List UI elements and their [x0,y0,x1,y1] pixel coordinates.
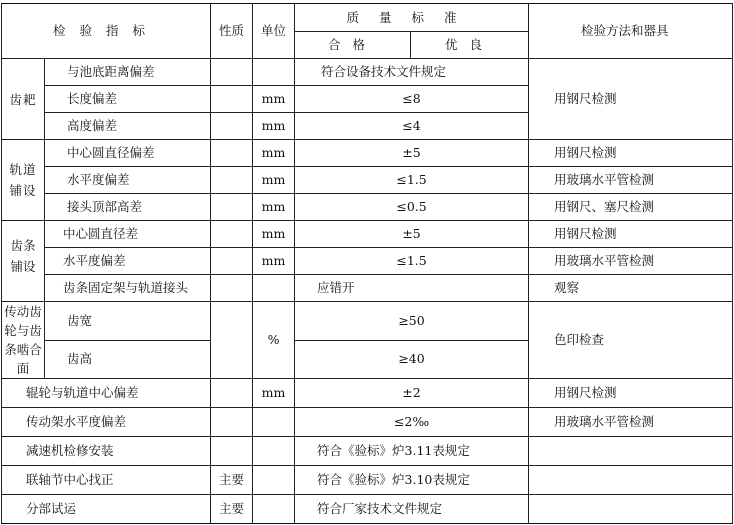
row-standard: ≤0.5 [295,194,529,221]
row-method: 用钢尺检测 [529,379,733,408]
table-row [2,302,733,341]
row-item: 传动架水平度偏差 [2,408,211,437]
row-unit [253,437,295,466]
header-nature: 性质 [211,4,253,59]
table-row [2,275,733,302]
row-nature [211,113,253,140]
inspection-table [1,3,733,524]
row-unit: mm [253,113,295,140]
row-item: 齿宽 [45,302,211,341]
group-label-rack: 齿条铺设 [2,221,45,302]
row-standard: ≤1.5 [295,248,529,275]
table-row [2,408,733,437]
row-nature: 主要 [211,466,253,495]
row-standard: 符合设备技术文件规定 [295,59,529,86]
row-method: 用钢尺、塞尺检测 [529,194,733,221]
row-standard: 符合《验标》炉3.11表规定 [295,437,529,466]
table-row [2,495,733,524]
row-method [529,495,733,524]
group-label-rake: 齿耙 [2,59,45,140]
row-unit: mm [253,221,295,248]
row-method: 用玻璃水平管检测 [529,167,733,194]
row-nature [211,167,253,194]
row-method: 用钢尺检测 [529,59,733,140]
table-row [2,194,733,221]
header-unit: 单位 [253,4,295,59]
row-nature [211,194,253,221]
row-unit: mm [253,194,295,221]
row-method: 观察 [529,275,733,302]
row-standard: 符合《验标》炉3.10表规定 [295,466,529,495]
row-nature [211,275,253,302]
row-method: 用玻璃水平管检测 [529,408,733,437]
row-item: 齿高 [45,340,211,379]
row-item: 减速机检修安装 [2,437,211,466]
row-item: 中心圆直径差 [45,221,211,248]
header-standard: 质量标准 [295,4,529,32]
row-item: 高度偏差 [45,113,211,140]
row-standard: ≤2‰ [295,408,529,437]
table-row [2,379,733,408]
header-row-1 [2,4,733,32]
row-standard: ≥50 [295,302,529,341]
row-item: 联轴节中心找正 [2,466,211,495]
header-method: 检验方法和器具 [529,4,733,59]
row-standard: ±5 [295,221,529,248]
row-unit [253,59,295,86]
row-item: 水平度偏差 [45,167,211,194]
row-unit: mm [253,379,295,408]
row-item: 辊轮与轨道中心偏差 [2,379,211,408]
row-unit [253,495,295,524]
row-nature [211,86,253,113]
table-row [2,248,733,275]
row-nature [211,140,253,167]
row-unit: mm [253,167,295,194]
table-row [2,59,733,86]
row-item: 与池底距离偏差 [45,59,211,86]
row-method: 用钢尺检测 [529,140,733,167]
row-nature [211,379,253,408]
row-nature [211,437,253,466]
table-row [2,466,733,495]
row-nature: 主要 [211,495,253,524]
row-item: 接头顶部高差 [45,194,211,221]
row-standard: 应错开 [295,275,529,302]
row-method: 用玻璃水平管检测 [529,248,733,275]
row-standard: ≤1.5 [295,167,529,194]
row-method: 用钢尺检测 [529,221,733,248]
row-standard: ≤4 [295,113,529,140]
group-label-gear-mesh: 传动齿轮与齿条啮合面 [2,302,45,379]
header-item: 检验指标 [2,4,211,59]
row-unit [253,408,295,437]
row-unit [253,275,295,302]
row-unit [253,466,295,495]
row-item: 长度偏差 [45,86,211,113]
header-excellent: 优良 [411,32,529,59]
row-standard: ±2 [295,379,529,408]
row-standard: ≤8 [295,86,529,113]
row-item: 水平度偏差 [45,248,211,275]
row-nature [211,221,253,248]
row-method [529,437,733,466]
table-row [2,140,733,167]
row-nature [211,408,253,437]
row-unit: mm [253,140,295,167]
row-item: 齿条固定架与轨道接头 [45,275,211,302]
row-method: 色印检查 [529,302,733,379]
table-row [2,437,733,466]
table-row [2,221,733,248]
table-row [2,167,733,194]
row-nature [211,248,253,275]
row-item: 中心圆直径偏差 [45,140,211,167]
row-standard: ≥40 [295,340,529,379]
row-nature [211,59,253,86]
row-unit: % [253,302,295,379]
row-unit: mm [253,248,295,275]
header-qualified: 合格 [295,32,411,59]
row-method [529,466,733,495]
group-label-track: 轨道铺设 [2,140,45,221]
row-unit: mm [253,86,295,113]
row-standard: 符合厂家技术文件规定 [295,495,529,524]
row-item: 分部试运 [2,495,211,524]
row-nature [211,302,253,379]
row-standard: ±5 [295,140,529,167]
